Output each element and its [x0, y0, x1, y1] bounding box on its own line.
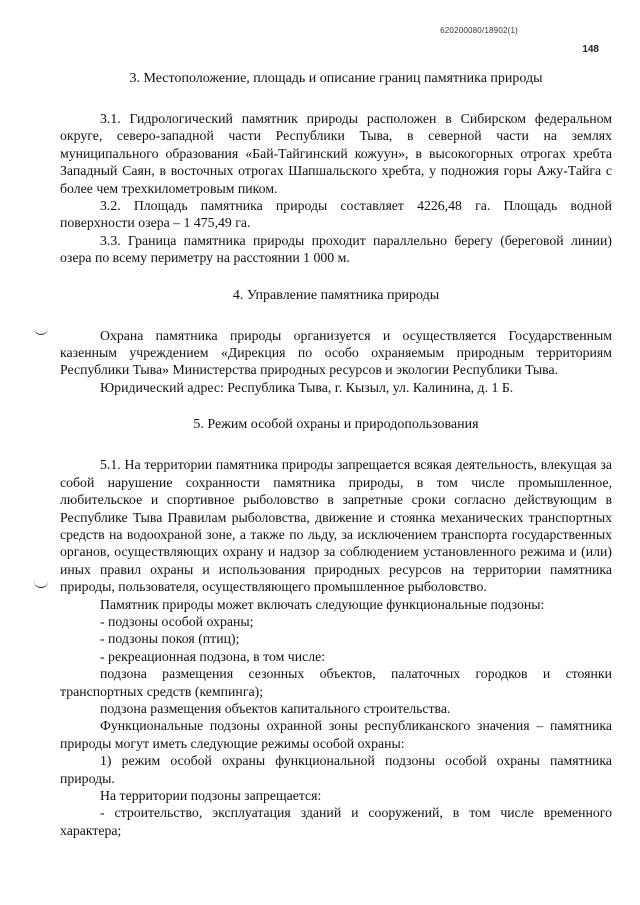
margin-mark	[34, 328, 48, 335]
section-4-title: 4. Управление памятника природы	[232, 287, 440, 303]
section-5-title: 5. Режим особой охраны и природопользования	[193, 417, 479, 433]
page-number: 148	[582, 44, 599, 55]
list-item: - подзоны покоя (птиц);	[100, 631, 240, 647]
paragraph-5-1: 5.1. На территории памятника природы запрещается всякая деятельность, влекущая за собой нарушение сохранности памятника природы, в том числе промышленное, любительское и спортивное рыболовство в запретные сроки согласно действующим в Республике Тыва Правилам рыболовства, движение и стоянка механических транспортных средств на водоохраной зоне, а также по льду, за исключением транспорта государственных органов, осуществляющих охрану и надзор за соблюдением установленного режима и (или) иных правил охраны и использования природных ресурсов на территории памятника природы, пользователя, осуществляющего промышленное рыболовство.	[60, 457, 612, 595]
list-item: - рекреационная подзона, в том числе:	[100, 648, 326, 664]
paragraph-3-3: 3.3. Граница памятника природы проходит параллельно берегу (береговой линии) озера по всему периметру на расстоянии 1 000 м.	[60, 232, 612, 266]
legal-address: Юридический адрес: Республика Тыва, г. Кызыл, ул. Калинина, д. 1 Б.	[100, 379, 514, 395]
paragraph-3-2: 3.2. Площадь памятника природы составляет 4226,48 га. Площадь водной поверхности озера – 1 475,49 га.	[60, 198, 612, 231]
subzone-construction: подзона размещения объектов капитального строительства.	[100, 700, 451, 716]
margin-mark	[34, 581, 48, 588]
paragraph-4-1: Охрана памятника природы организуется и осуществляется Государственным казенным учреждением «Дирекция по особо охраняемым природным территориям Республики Тыва» Министерства природных ресурсов и экологии Республики Тыва.	[60, 327, 612, 378]
document-id: 620200080/18902(1)	[440, 26, 518, 35]
list-item: - подзоны особой охраны;	[100, 613, 254, 629]
section-3-title: 3. Местоположение, площадь и описание границ памятника природы	[129, 71, 543, 86]
subzones-intro: Памятник природы может включать следующие функциональные подзоны:	[100, 596, 545, 612]
subzone-camping: подзона размещения сезонных объектов, палаточных городков и стоянки транспортных средств (кемпинга);	[60, 666, 612, 699]
prohibited-intro: На территории подзоны запрещается:	[100, 788, 322, 803]
regimes-intro: Функциональные подзоны охранной зоны республиканского значения – памятника природы могут иметь следующие режимы особой охраны:	[60, 718, 612, 751]
regime-1: 1) режим особой охраны функциональной подзоны особой охраны памятника природы.	[60, 753, 612, 786]
list-item: - строительство, эксплуатация зданий и сооружений, в том числе временного характера;	[60, 805, 612, 838]
paragraph-3-1: 3.1. Гидрологический памятник природы расположен в Сибирском федеральном округе, северо-западной части Республики Тыва, в северной части на землях муниципального образования «Бай-Тайгинский кожуун», в высокогорных отрогах хребта Западный Саян, в восточных отрогах Шапшальского хребта, у подножия горы Ажу-Тайга с более чем трехкилометровым пиком.	[60, 111, 612, 196]
page-body	[60, 70, 612, 839]
